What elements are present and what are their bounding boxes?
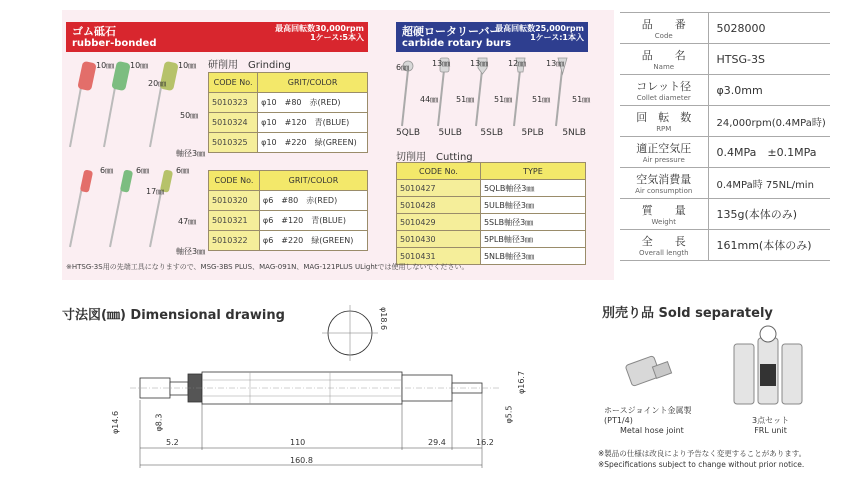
- spec-label-en: RPM: [656, 125, 672, 133]
- dimensional-drawing: [100, 300, 540, 480]
- spec-table: [620, 12, 830, 261]
- carbide-title-jp: 超硬ロータリーバー: [402, 25, 501, 38]
- dim-d55: φ5.5: [504, 405, 514, 424]
- spec-value: 0.4MPa時 75NL/min: [708, 168, 830, 199]
- spec-value: φ3.0mm: [708, 75, 830, 106]
- code-cell: 5010428: [397, 197, 481, 214]
- code-cell: 5010429: [397, 214, 481, 231]
- grit-cell: φ6 #80 赤(RED): [259, 191, 367, 211]
- stone-dim-6c: 6㎜: [176, 166, 190, 175]
- stone-dim-10b: 10㎜: [130, 61, 149, 70]
- stone-dim-20: 20㎜: [148, 79, 167, 88]
- rubber-title-jp: ゴム砥石: [72, 25, 116, 38]
- type-cell: 5ULB軸径3㎜: [480, 197, 585, 214]
- spec-label: 品 番: [641, 18, 686, 31]
- carbide-title-en: carbide rotary burs: [402, 38, 512, 49]
- code-cell: 5010320: [209, 191, 260, 211]
- usage-note: ※HTSG-3S用の先端工具になりますので、MSG-3BS PLUS、MAG-091N、MAG-121PLUS ULightでは使用しないでください。: [66, 263, 469, 271]
- dim-d186: φ18.6: [379, 306, 389, 331]
- grit-cell: φ10 #120 青(BLUE): [258, 113, 368, 133]
- table-row: [397, 197, 586, 214]
- spec-label-en: Code: [654, 32, 673, 40]
- dim-l110: 110: [290, 438, 306, 447]
- code-cell: 5010323: [209, 93, 258, 113]
- hose-joint-jp: ホースジョイント金属製: [604, 406, 692, 415]
- stone-dim-10a: 10㎜: [96, 61, 115, 70]
- spec-label: コレット径: [636, 80, 692, 93]
- frl-unit-image: [730, 324, 806, 416]
- spec-label-en: Weight: [651, 218, 676, 226]
- bur-dim-12: 12㎜: [508, 59, 527, 68]
- dim-d167: φ16.7: [517, 370, 527, 395]
- type-cell: 5PLB軸径3㎜: [480, 231, 585, 248]
- dim-l294: 29.4: [428, 438, 446, 447]
- spec-label: 品 名: [641, 49, 686, 62]
- stone-dim-6b: 6㎜: [136, 166, 150, 175]
- spec-row: [620, 168, 830, 199]
- bur-dim-13c: 13㎜: [546, 59, 565, 68]
- spec-value: HTSG-3S: [708, 44, 830, 75]
- bur-dim-51d: 51㎜: [572, 95, 591, 104]
- drawing-title: 寸法図(㎜) Dimensional drawing: [62, 308, 285, 323]
- spec-label: 空気消費量: [636, 173, 692, 186]
- dim-l52: 5.2: [166, 438, 179, 447]
- bur-label: 5NLB: [562, 128, 586, 138]
- spec-label: 回 転 数: [636, 111, 692, 124]
- table-row: [209, 211, 368, 231]
- spec-value: 5028000: [708, 13, 830, 44]
- hose-joint-en: Metal hose joint: [620, 426, 684, 435]
- spec-label-en: Name: [653, 63, 675, 71]
- stone-dim-6a: 6㎜: [100, 166, 114, 175]
- frl-caption: [752, 416, 789, 436]
- col-code: CODE No.: [209, 73, 258, 93]
- spec-row: [620, 230, 830, 261]
- hose-joint-caption: [604, 406, 691, 436]
- grinding-label: 研削用 Grinding: [208, 60, 291, 71]
- type-cell: 5SLB軸径3㎜: [480, 214, 585, 231]
- bur-dim-13a: 13㎜: [432, 59, 451, 68]
- dim-l162: 16.2: [476, 438, 494, 447]
- rubber-speed: 最高回転数30,000rpm: [275, 24, 364, 33]
- spec-value: 0.4MPa ±0.1MPa: [708, 137, 830, 168]
- spec-row: [620, 106, 830, 137]
- spec-row: [620, 44, 830, 75]
- table-row: [397, 180, 586, 197]
- table-row: [209, 113, 368, 133]
- col-grit: GRIT/COLOR: [259, 171, 367, 191]
- spec-label-en: Collet diameter: [636, 94, 691, 102]
- rubber-title-en: rubber-bonded: [72, 38, 157, 49]
- frl-en: FRL unit: [754, 426, 787, 435]
- spec-row: [620, 75, 830, 106]
- dim-l1608: 160.8: [290, 456, 313, 465]
- col-type: TYPE: [480, 163, 585, 180]
- table-row: [209, 93, 368, 113]
- hose-joint-jp2: (PT1/4): [604, 416, 633, 425]
- rubber-qty: 1ケース:5本入: [310, 33, 364, 42]
- bur-label: 5PLB: [521, 128, 544, 138]
- spec-value: 24,000rpm(0.4MPa時): [708, 106, 830, 137]
- spec-label-en: Air pressure: [642, 156, 685, 164]
- code-cell: 5010431: [397, 248, 481, 265]
- col-code: CODE No.: [209, 171, 260, 191]
- hose-joint-image: [620, 350, 680, 400]
- grit-cell: φ6 #120 青(BLUE): [259, 211, 367, 231]
- spec-label: 全 長: [641, 235, 686, 248]
- carbide-qty: 1ケース:1本入: [530, 33, 584, 42]
- table-row: [397, 214, 586, 231]
- grinding-table-6mm: [208, 170, 368, 251]
- footer-jp: ※製品の仕様は改良により予告なく変更することがあります。: [598, 449, 807, 458]
- code-cell: 5010430: [397, 231, 481, 248]
- stone-dim-17: 17㎜: [146, 187, 165, 196]
- sold-separately-title: 別売り品 Sold separately: [602, 306, 773, 321]
- bur-dim-44: 44㎜: [420, 95, 439, 104]
- bur-label: 5ULB: [438, 128, 462, 138]
- bur-dim-51a: 51㎜: [456, 95, 475, 104]
- rubber-header: [66, 22, 368, 52]
- stone-dim-50: 50㎜: [180, 111, 199, 120]
- spec-label: 質 量: [641, 204, 686, 217]
- spec-row: [620, 13, 830, 44]
- footer-en: ※Specifications subject to change without prior notice.: [598, 460, 805, 469]
- grit-cell: φ10 #80 赤(RED): [258, 93, 368, 113]
- carbide-speed: 最高回転数25,000rpm: [495, 24, 584, 33]
- code-cell: 5010427: [397, 180, 481, 197]
- stone-dim-10c: 10㎜: [178, 61, 197, 70]
- spec-row: [620, 137, 830, 168]
- cutting-label: 切削用 Cutting: [396, 152, 473, 163]
- stone-dim-shaft2: 軸径3㎜: [176, 247, 206, 256]
- table-row: [209, 231, 368, 251]
- bur-label: 5SLB: [480, 128, 504, 138]
- bur-dim-51c: 51㎜: [532, 95, 551, 104]
- bur-dim-51b: 51㎜: [494, 95, 513, 104]
- table-row: [397, 231, 586, 248]
- type-cell: 5QLB軸径3㎜: [480, 180, 585, 197]
- spec-value: 161mm(本体のみ): [708, 230, 830, 261]
- col-code: CODE No.: [397, 163, 481, 180]
- grit-cell: φ10 #220 緑(GREEN): [258, 133, 368, 153]
- cutting-table: [396, 162, 586, 265]
- footer-note: [598, 448, 806, 470]
- grit-cell: φ6 #220 緑(GREEN): [259, 231, 367, 251]
- frl-jp: 3点セット: [752, 416, 790, 425]
- code-cell: 5010324: [209, 113, 258, 133]
- spec-label-en: Air consumption: [635, 187, 693, 195]
- dim-d83: φ8.3: [154, 413, 164, 432]
- table-row: [209, 133, 368, 153]
- carbide-header: [396, 22, 588, 52]
- code-cell: 5010322: [209, 231, 260, 251]
- stone-dim-shaft1: 軸径3㎜: [176, 149, 206, 158]
- table-row: [209, 191, 368, 211]
- spec-row: [620, 199, 830, 230]
- spec-value: 135g(本体のみ): [708, 199, 830, 230]
- col-grit: GRIT/COLOR: [258, 73, 368, 93]
- bur-dim-6: 6㎜: [396, 63, 410, 72]
- spec-label: 適正空気圧: [636, 142, 692, 155]
- grinding-table-10mm: [208, 72, 368, 153]
- stone-dim-47: 47㎜: [178, 217, 197, 226]
- dim-d146: φ14.6: [111, 410, 121, 435]
- bur-dim-13b: 13㎜: [470, 59, 489, 68]
- spec-label-en: Overall length: [638, 249, 689, 257]
- code-cell: 5010325: [209, 133, 258, 153]
- bur-label: 5QLB: [396, 128, 420, 138]
- code-cell: 5010321: [209, 211, 260, 231]
- type-cell: 5NLB軸径3㎜: [480, 248, 585, 265]
- bur-label-list: [396, 128, 586, 138]
